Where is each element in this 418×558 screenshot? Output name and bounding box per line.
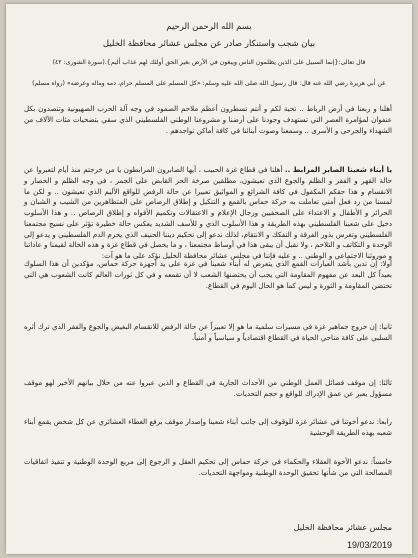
gaza-paragraph-text: أهلنا في قطاع غزة الحبيب ، أيها الصابرون المرابطون يا من خرجتم منذ أيام لتعبروا عن حالة القهر و الفقر و الظلم والجوع الذي تعيشون، مطلقين صرخة الحر القابض على الجمر ، في وجه الظلم و الحصار و الانقسام و هذا حقكم المكفول في كافة الشرائع و المواثيق تعبيرا عن حالة الرفض للواقع الأليم الذي تعيشون .. و لكن ما لمسنا من رد فعل أمني تعاملت به حركة حماس بالقمع و التنكيل و إطلاق الرصاص على المتظاهرين من الشيب و الشبان و الحرائر و الأطفال و الاعتداء على الصحفيين ورجال الإعلام و الاعتقالات وتكميم الأفواه و إطلاق الرصاص .. و هذا الأسلوب دخيل على شعبنا الفلسطيني بهذه الطريقة و هذا الأسلوب الذي و للأسف الشديد يعكس حالة خطيرة تؤثر على نسيج مجتمعنا الفلسطيني وتغرس بذور الفرقة و التفكك و الانتقام، لذلك ندعو إلى تحكيم ديننا الحنيف الذي يحرم الدم الفلسطيني و يدعو إلى الوحدة و التكاتف و التلاحم ، ولا نقبل أن يبقى هذا في أوساط مجتمعنا ، و ما يحصل في قطاع غزة و هذه الحالة لقيمنا و عاداتنا و موروثنا الاجتماعي و الوطني .. و عليه فإننا في مجلس عشائر محافظة الخليل نؤكد على ما هو آت: <box>24 165 392 261</box>
document-title: بيان شجب واستنكار صادر عن مجلس عشائر محافظة الخليل <box>102 39 316 49</box>
point-fifth: خامساً: ندعو الأخوة العقلاء والحكماء في حركة حماس إلى تحكيم العقل و الرجوع إلى مربع الوحدة الوطنية و تنفيذ اتفاقيات المصالحة التي من شأنها تحقيق الوحدة الوطنية ومواجهة التحديات. <box>24 457 392 477</box>
opening-paragraph: أهلنا و ربعنا في أرض الرباط .. تحية لكم و أنتم تسطرون أعظم ملاحم الصمود في وجه آلة الحرب الصهيونية وتتصدون بكل عنفوان لمؤامرة العصر التي تستهدف وجودنا على أرضنا و مشروعنا الوطني الفلسطيني الذي سقي بتضحيات مئات الآلاف من الشهداء والجرحى و الأسرى .. وسمعنا وصوت أبنائنا في كافة أماكن تواجدهم . <box>24 104 392 135</box>
gaza-paragraph <box>24 165 392 262</box>
point-second: ثانيا: إن خروج جماهير غزة في مسيرات سلمية ما هو إلا تعبيراً عن حالة الرفض للانقسام البغيض والجوع والفقر الذي ترك أثره السلبي على كافة مناحي الحياة في القطاع اقتصادياً و سياسياً و أمنياً. <box>24 322 392 342</box>
basmala: بسم الله الرحمن الرحيم <box>166 22 252 32</box>
quran-verse: قال تعالى:{إنما السبيل على الذين يظلمون الناس ويبغون في الأرض بغير الحق أولئك لهم عذاب أليم}.(سورة الشورى: ٤٢) <box>52 59 366 66</box>
point-fourth: رابعا: ندعو أخوتنا في عشائر غزة للوقوف إلى جانب أبناء شعبنا وإصدار موقف برفع الغطاء العشائري عن كل شخص يقمع أبناء شعبه بهذه الطريقة الوحشية <box>24 417 392 437</box>
point-first: أولا: إن تدين بأشد العبارات القمع الذي يتعرض له أبناء شعبنا في غزة على يد أجهزة حركة حماس، مؤكدين أن هذا السلوك بعيداً كل البعد عن مفهوم المقاومة التي يجب أن يحتضنها الشعب لا أن تقمعه و في كل ثورات العالم كانت الشعوب هي التي تحتضن المقاومة و الثورة و ليس كما هو الحال اليوم في القطاع. <box>24 259 392 290</box>
document-date: 19/03/2019 <box>346 540 392 550</box>
document-page <box>6 4 412 554</box>
signature-council: مجلس عشائر محافظة الخليل <box>293 523 392 532</box>
hadith-quote: عن أبي هريرة رضي الله عنه قال: قال رسول الله صلى الله عليه وسلم: «كل المسلم على المسلم حرام، دمه وماله وعرضه» (رواه مسلم) <box>32 80 386 87</box>
point-third: ثالثا: إن موقف فصائل العمل الوطني من الأحداث الجارية في القطاع و الذين عبروا عنه من خلال بيانهم الأخير لهو موقف مسؤول يعبر عن عمق الإدراك للواقع و حجم التحديات. <box>24 378 392 398</box>
greeting: يا أبناء شعبنا الصابر المرابط .. <box>284 165 392 174</box>
